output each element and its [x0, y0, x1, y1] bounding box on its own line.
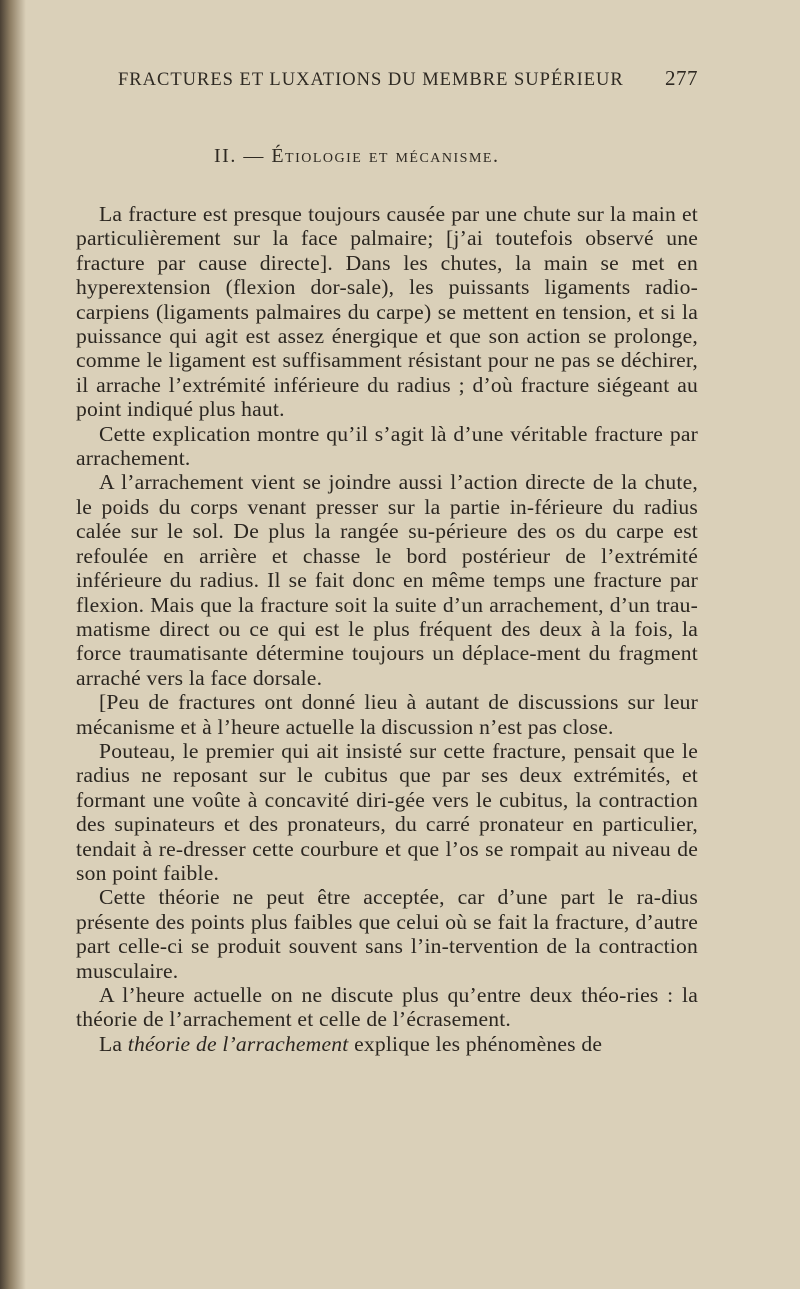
paragraph: Pouteau, le premier qui ait insisté sur cette fracture, pensait que le radius ne reposant sur le cubitus que par ses deux extrémités, et formant une voûte à concavité diri-gée vers le cubitus, la contraction des supinateurs et des pronateurs, du carré pronateur en particulier, tendait à re-dresser cette courbure et que l’os se rompait au niveau de son point faible.: [76, 738, 698, 885]
paragraph-last: [76, 1032, 698, 1056]
page-number: 277: [665, 66, 698, 90]
paragraph: A l’heure actuelle on ne discute plus qu’entre deux théo-ries : la théorie de l’arrachement et celle de l’écrasement.: [76, 983, 698, 1032]
section-title: Étiologie et mécanisme.: [271, 145, 500, 167]
paragraph: La fracture est presque toujours causée par une chute sur la main et particulièrement sur la face palmaire; [j’ai toutefois observé une fracture par cause directe]. Dans les chutes, la main se met en hyperextension (flexion dor-sale), les puissants ligaments radio-carpiens (ligaments palmaires du carpe) se mettent en tension, et si la puissance qui agit est assez énergique et que son action se prolonge, comme le ligament est suffisamment résistant pour ne pas se déchirer, il arrache l’extrémité inférieure du radius ; d’où fracture siégeant au point indiqué plus haut.: [76, 202, 698, 422]
paragraph: Cette explication montre qu’il s’agit là d’une véritable fracture par arrachement.: [76, 421, 698, 471]
running-head: [118, 66, 698, 91]
body-text: [76, 202, 698, 1056]
paragraph: A l’arrachement vient se joindre aussi l’action directe de la chute, le poids du corps venant presser sur la partie in-férieure du radius calée sur le sol. De plus la rangée su-périeure des os du carpe est refoulée en arrière et chasse le bord postérieur de l’extrémité inférieure du radius. Il se fait donc en même temps une fracture par flexion. Mais que la fracture soit la suite d’un arrachement, d’un trau-matisme direct ou ce qui est le plus fréquent des deux à la fois, la force traumatisante détermine toujours un déplace-ment du fragment arraché vers la face dorsale.: [76, 470, 698, 690]
paragraph: [Peu de fractures ont donné lieu à autant de discussions sur leur mécanisme et à l’heure actuelle la discussion n’est pas close.: [76, 690, 698, 739]
last-line-lead: La: [99, 1031, 128, 1056]
paragraph: Cette théorie ne peut être acceptée, car d’une part le ra-dius présente des points plus faibles que celui où se fait la fracture, d’autre part celle-ci se produit souvent sans l’in-tervention de la contraction musculaire.: [76, 885, 698, 983]
section-numeral: II. —: [214, 145, 265, 167]
last-line-italic: théorie de l’arrachement: [127, 1031, 349, 1056]
running-title: FRACTURES ET LUXATIONS DU MEMBRE SUPÉRIEUR: [118, 70, 624, 90]
last-line-tail: explique les phénomènes de: [348, 1031, 603, 1056]
section-heading: [214, 145, 499, 168]
